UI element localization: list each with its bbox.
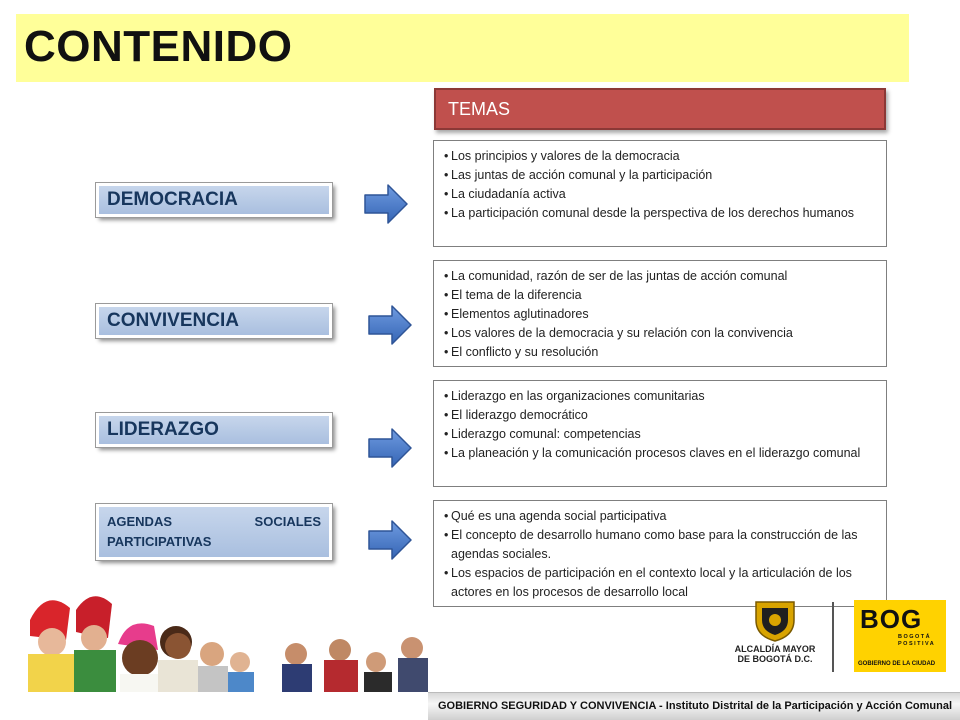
arrow-right-icon	[368, 305, 412, 345]
bogota-positiva-logo	[854, 600, 946, 672]
arrow-right-icon	[364, 184, 408, 224]
topics-box-democracia	[433, 140, 887, 247]
list-item: • La comunidad, razón de ser de las juntas de acción comunal	[445, 267, 877, 286]
list-item: • El conflicto y su resolución	[445, 343, 877, 362]
category-agendas-line1: AGENDAS SOCIALES	[107, 514, 321, 529]
list-item: • Liderazgo comunal: competencias	[445, 425, 877, 444]
category-agendas[interactable]	[96, 504, 332, 560]
bog-main-text: BOG	[860, 604, 923, 634]
bog-sub2: POSITIVA	[898, 641, 936, 647]
logo-divider	[832, 602, 834, 672]
list-item: • Elementos aglutinadores	[445, 305, 877, 324]
coat-of-arms-icon	[748, 598, 802, 642]
category-liderazgo[interactable]: LIDERAZGO	[96, 413, 332, 447]
list-item: • Los principios y valores de la democracia	[445, 147, 877, 166]
list-item: • El tema de la diferencia	[445, 286, 877, 305]
topics-box-liderazgo	[433, 380, 887, 487]
list-item: • El liderazgo democrático	[445, 406, 877, 425]
footer-text: GOBIERNO SEGURIDAD Y CONVIVENCIA - Instituto Distrital de la Participación y Acción Comunal	[438, 700, 953, 712]
alcaldia-line1: ALCALDÍA MAYOR	[734, 644, 816, 654]
list-item: • Los valores de la democracia y su relación con la convivencia	[445, 324, 877, 343]
alcaldia-line2: DE BOGOTÁ D.C.	[737, 654, 813, 664]
list-item: • El concepto de desarrollo humano como base para la construcción de las agendas sociales.	[445, 526, 877, 564]
bog-gov-text: GOBIERNO DE LA CIUDAD	[858, 661, 936, 667]
page-title: CONTENIDO	[24, 22, 293, 71]
category-democracia[interactable]: DEMOCRACIA	[96, 183, 332, 217]
category-convivencia[interactable]: CONVIVENCIA	[96, 304, 332, 338]
list-item: • La participación comunal desde la perspectiva de los derechos humanos	[445, 204, 877, 223]
logos-area	[720, 596, 952, 690]
topics-box-agendas	[433, 500, 887, 607]
list-item: • Qué es una agenda social participativa	[445, 507, 877, 526]
temas-header: TEMAS	[434, 88, 886, 130]
bog-sub-text	[898, 634, 942, 648]
list-item: • La ciudadanía activa	[445, 185, 877, 204]
topics-box-convivencia	[433, 260, 887, 367]
title-bar	[16, 14, 909, 82]
list-item: • Liderazgo en las organizaciones comunitarias	[445, 387, 877, 406]
bog-sub1: BOGOTÁ	[898, 634, 932, 640]
list-item: • Los espacios de participación en el contexto local y la articulación de los actores en los procesos de desarrollo local	[445, 564, 877, 602]
list-item: • Las juntas de acción comunal y la participación	[445, 166, 877, 185]
community-photo	[8, 580, 428, 692]
category-agendas-line2: PARTICIPATIVAS	[107, 534, 212, 549]
list-item: • La planeación y la comunicación procesos claves en el liderazgo comunal	[445, 444, 877, 463]
footer-band	[428, 692, 960, 720]
arrow-right-icon	[368, 520, 412, 560]
alcaldia-logo-text	[720, 644, 830, 664]
arrow-right-icon	[368, 428, 412, 468]
